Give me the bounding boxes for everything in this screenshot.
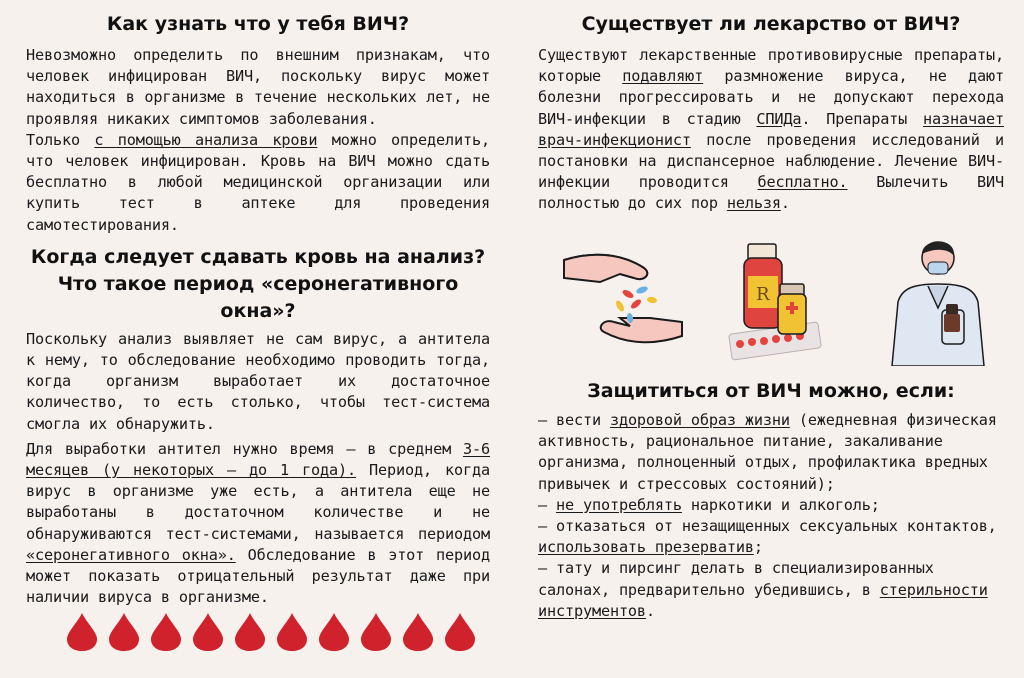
text: Вылечить ВИЧ полностью до сих пор <box>538 173 1005 213</box>
section-title-when-test <box>26 244 490 325</box>
underlined-text: «серонегативного окна». <box>26 545 236 564</box>
blood-drop-icon <box>150 612 182 652</box>
text: . Препараты <box>801 109 924 128</box>
text: – <box>538 495 556 514</box>
blood-drop-icon <box>276 612 308 652</box>
left-column <box>26 0 490 608</box>
text: после проведения исследований и постановки на диспансерное наблюдение. Лечение ВИЧ-инфекции проводится <box>538 130 1004 192</box>
underlined-text: бесплатно. <box>757 173 848 192</box>
text: Обследование в этот период может показать отрицательный результат даже при наличии вируса в организме. <box>26 545 490 607</box>
underlined-text: 3-6 месяцев (у некоторых – до 1 года). <box>26 439 490 480</box>
paragraph-medicine <box>538 45 1004 215</box>
blood-drop-icon <box>318 612 350 652</box>
hands-pills-icon <box>560 238 688 364</box>
text: размножение вируса, не дают болезни прогрессировать и не допускают перехода ВИЧ-инфекции в стадию <box>538 67 1004 128</box>
paragraph-window-period <box>26 439 490 609</box>
list-item <box>538 410 1004 495</box>
text: ; <box>753 538 763 557</box>
protection-section <box>538 378 1004 622</box>
blood-drop-icon <box>108 612 140 652</box>
underlined-text: СПИДа <box>756 109 802 128</box>
blood-drop-icon <box>234 612 266 652</box>
text: (ежедневная физическая активность, рациональное питание, закаливание организма, полноценный отдых, профилактика вредных привычек и стрессовых состояний); <box>538 411 997 493</box>
protection-list <box>538 410 1004 622</box>
text: наркотики и алкоголь; <box>681 495 880 514</box>
text: – тату и пирсинг делать в специализированных салонах, предварительно убедившись, в <box>538 559 934 599</box>
svg-text:R: R <box>756 284 770 305</box>
blood-drop-icon <box>66 612 98 652</box>
text: . <box>645 601 655 620</box>
paragraph-antibodies: Поскольку анализ выявляет не сам вирус, а антитела к нему, то обследование необходимо проводить тогда, когда организм выработает их достаточное количество, то есть столько, чтобы тест-система смогла их обнаружить. <box>26 329 490 433</box>
text: – вести <box>538 411 610 429</box>
blood-drop-icon <box>444 612 476 652</box>
blood-drop-icon <box>402 612 434 652</box>
text: Для выработки антител нужно время – в среднем <box>26 439 464 458</box>
text: можно определить, что человек инфицирован. Кровь на ВИЧ можно сдать бесплатно в любой медицинской организации или купить тест в аптеке для проведения самотестирования. <box>26 130 490 234</box>
blood-drops-row <box>66 612 476 652</box>
text: . <box>780 194 790 213</box>
underlined-text: назначает врач-инфекционист <box>538 109 1004 149</box>
doctor-icon <box>884 238 992 366</box>
blood-drop-icon <box>360 612 392 652</box>
text: Существуют лекарственные противовирусные препараты, которые <box>538 46 1004 86</box>
underlined-text: подавляют <box>622 67 704 86</box>
underlined-text: не употреблять <box>556 495 682 514</box>
text: Период, когда вирус в организме уже есть, а антитела еще не выработаны в достаточном количестве и не обнаруживаются тест-системами, называется периодом <box>26 461 490 543</box>
title-line: Когда следует сдавать кровь на анализ? <box>30 245 486 268</box>
list-item <box>538 495 1004 516</box>
section-title-protection: Защититься от ВИЧ можно, если: <box>587 380 955 402</box>
underlined-text: здоровой образ жизни <box>609 411 790 429</box>
section-title-how-to-know: Как узнать что у тебя ВИЧ? <box>106 13 410 35</box>
paragraph-blood-test <box>26 130 490 236</box>
pill-bottles-icon <box>718 238 828 364</box>
underlined-text: нельзя <box>726 194 781 213</box>
blood-drop-icon <box>192 612 224 652</box>
underlined-text: с помощью анализа крови <box>94 130 318 149</box>
title-line: Что такое период «серонегативного окна»? <box>57 272 459 322</box>
text: Только <box>26 130 95 149</box>
section-title-medicine: Существует ли лекарство от ВИЧ? <box>581 13 961 35</box>
paragraph-external-signs: Невозможно определить по внешним признакам, что человек инфицирован ВИЧ, поскольку вирус может находиться в организме в течение нескольких лет, не проявляя никаких симптомов заболевания. <box>26 46 490 128</box>
underlined-text: использовать презерватив <box>538 538 754 557</box>
right-column <box>538 0 1004 215</box>
list-item <box>538 558 1004 622</box>
text: – отказаться от незащищенных сексуальных контактов, <box>538 517 997 536</box>
underlined-text: стерильности инструментов <box>538 580 988 620</box>
list-item <box>538 516 1004 558</box>
